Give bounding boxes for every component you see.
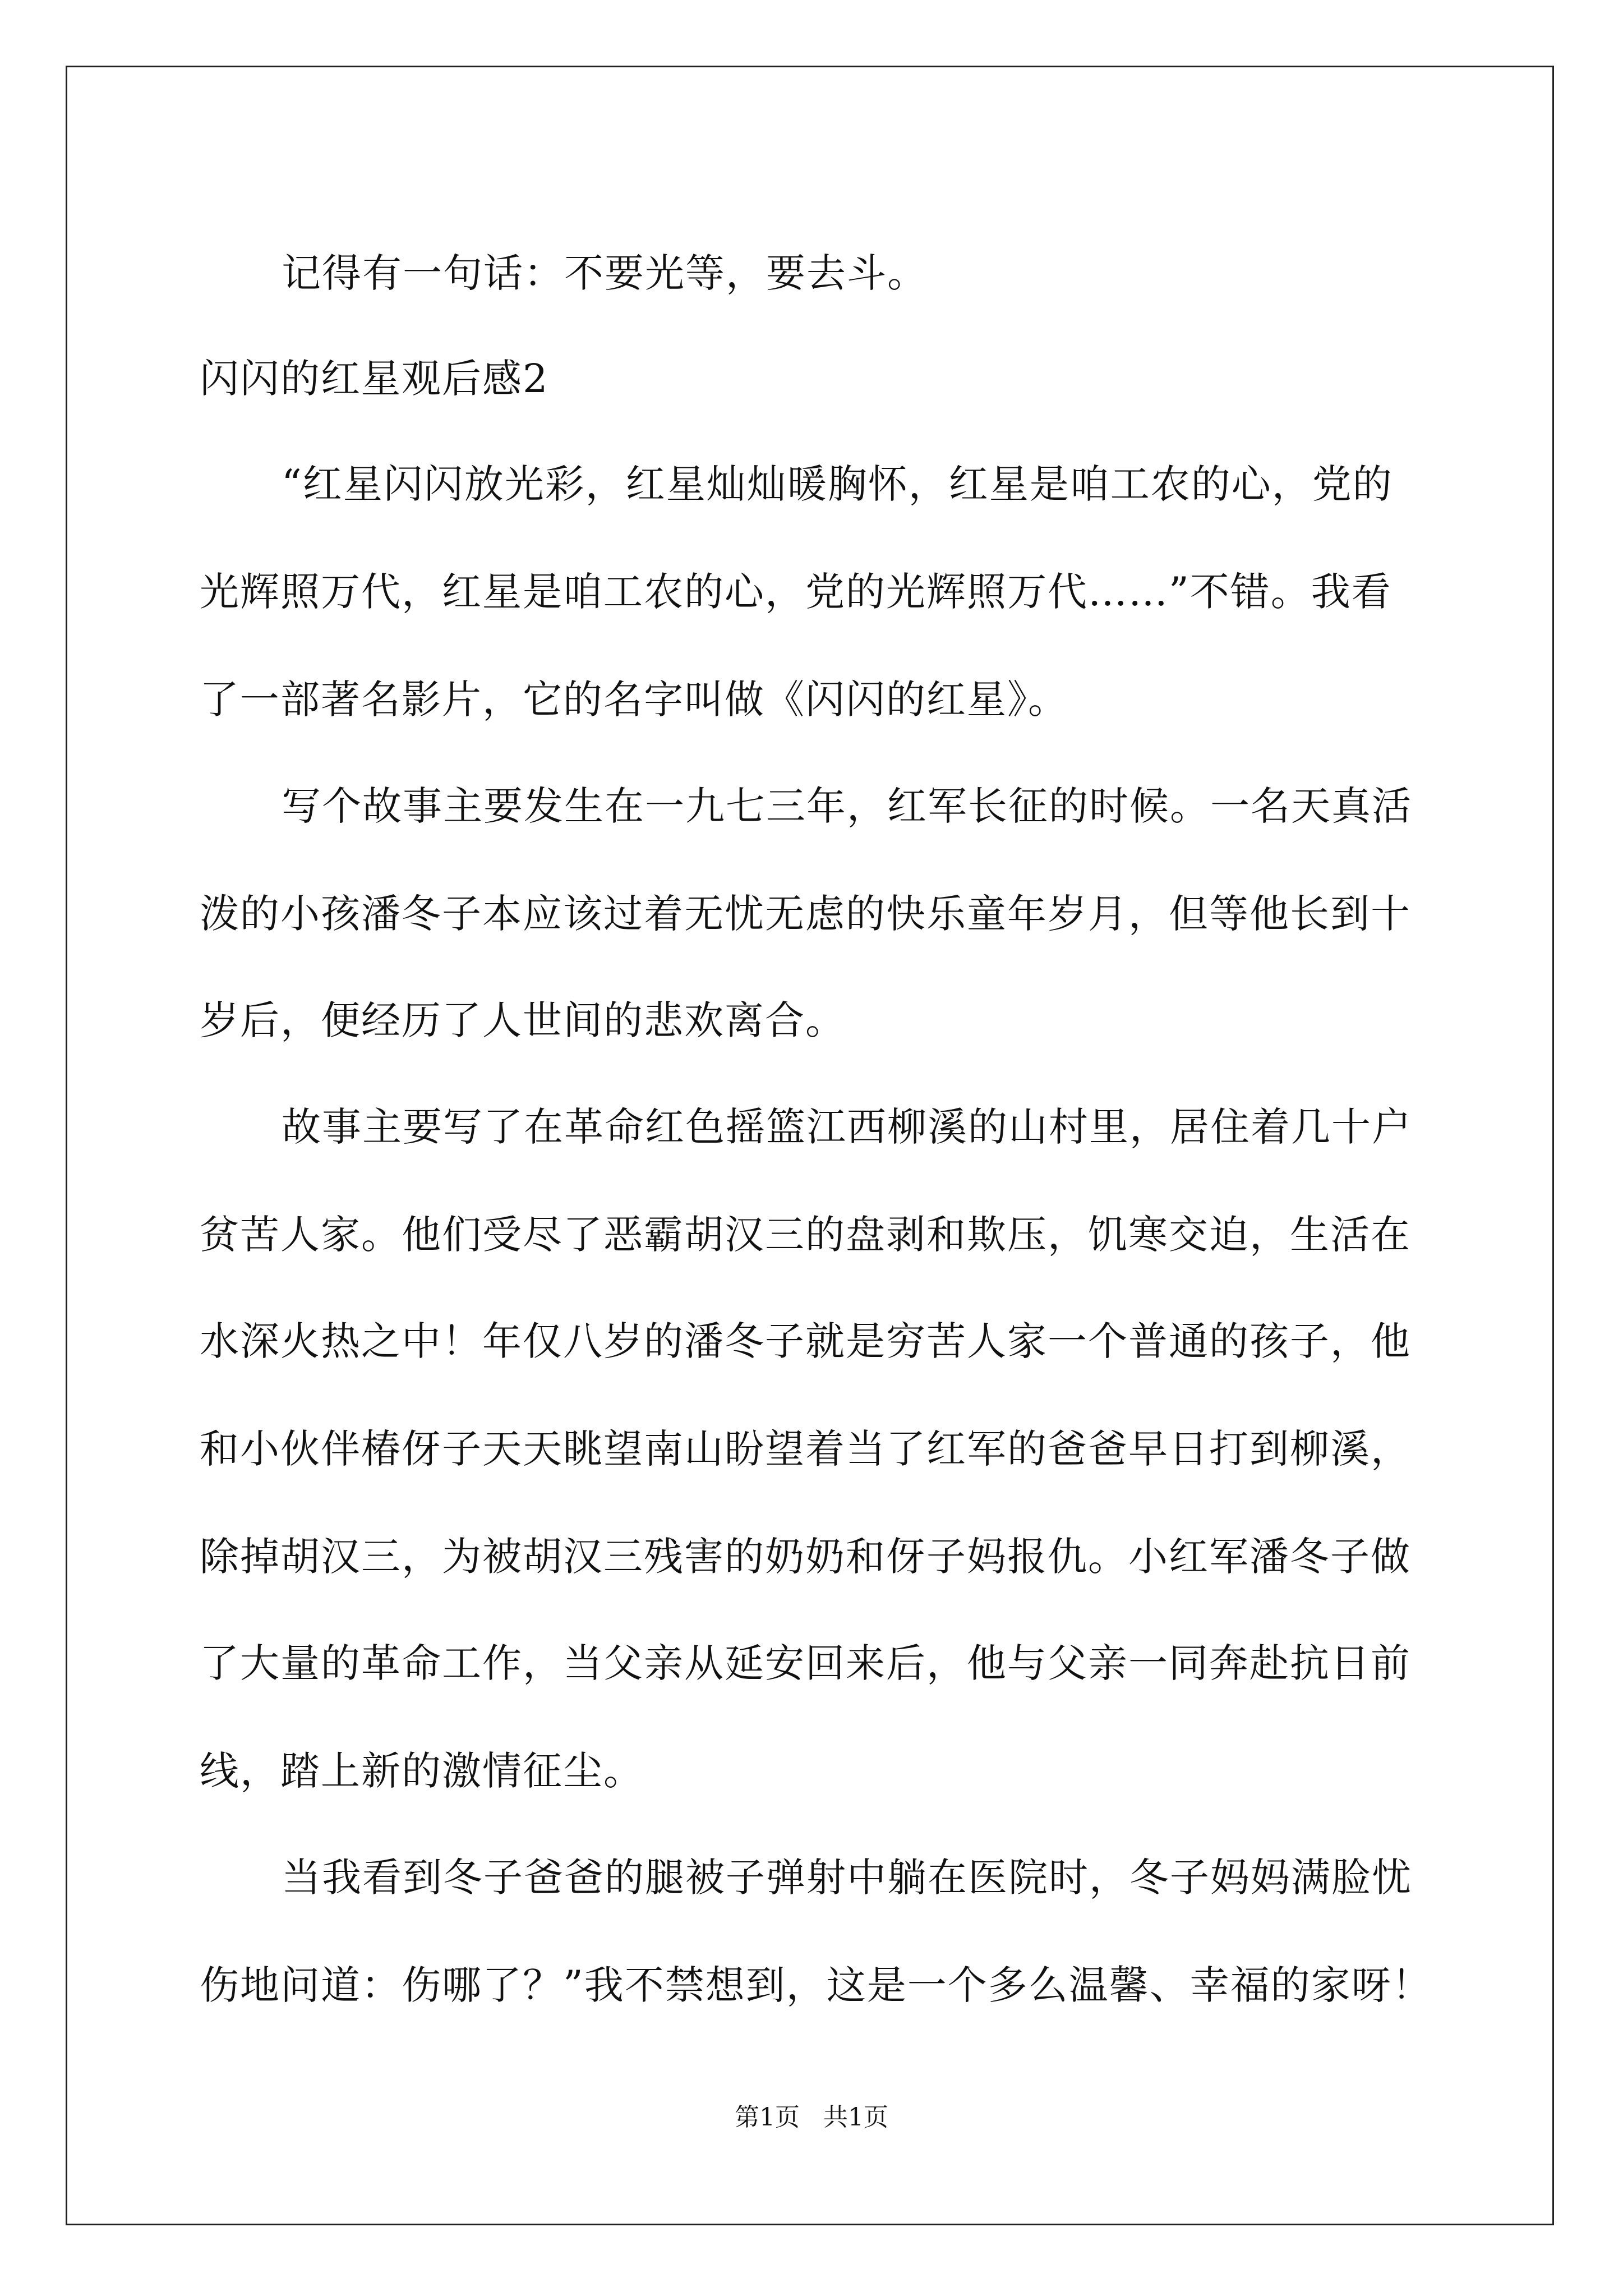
paragraph-4-line-3: 水深火热之中！年仅八岁的潘冬子就是穷苦人家一个普通的孩子，他: [200, 1318, 1411, 1364]
paragraph-4-line-7: 线，踏上新的激情征尘。: [200, 1748, 644, 1794]
paragraph-4-line-4: 和小伙伴椿伢子天天眺望南山盼望着当了红军的爸爸早日打到柳溪，: [200, 1426, 1411, 1472]
section-heading: 闪闪的红星观后感2: [200, 356, 549, 402]
paragraph-5-line-1: 当我看到冬子爸爸的腿被子弹射中躺在医院时，冬子妈妈满脸忧: [282, 1855, 1412, 1901]
paragraph-3-line-1: 写个故事主要发生在一九七三年，红军长征的时候。一名天真活: [282, 783, 1412, 829]
paragraph-4-line-1: 故事主要写了在革命红色摇篮江西柳溪的山村里，居住着几十户: [282, 1104, 1412, 1150]
paragraph-4-line-2: 贫苦人家。他们受尽了恶霸胡汉三的盘剥和欺压，饥寒交迫，生活在: [200, 1212, 1411, 1258]
paragraph-2-line-2: 光辉照万代，红星是咱工农的心，党的光辉照万代……”不错。我看: [200, 569, 1392, 615]
paragraph-1: 记得有一句话：不要光等，要去斗。: [282, 250, 928, 296]
paragraph-2-line-1: “红星闪闪放光彩，红星灿灿暖胸怀，红星是咱工农的心，党的: [282, 461, 1393, 507]
page-number-footer: 第1页 共1页: [735, 2103, 888, 2132]
paragraph-4-line-5: 除掉胡汉三，为被胡汉三残害的奶奶和伢子妈报仇。小红军潘冬子做: [200, 1534, 1411, 1580]
paragraph-3-line-2: 泼的小孩潘冬子本应该过着无忧无虑的快乐童年岁月，但等他长到十: [200, 891, 1411, 937]
paragraph-4-line-6: 了大量的革命工作，当父亲从延安回来后，他与父亲一同奔赴抗日前: [200, 1640, 1411, 1686]
paragraph-2-line-3: 了一部著名影片，它的名字叫做《闪闪的红星》。: [200, 677, 1068, 723]
paragraph-3-line-3: 岁后，便经历了人世间的悲欢离合。: [200, 997, 846, 1043]
paragraph-5-line-2: 伤地问道：伤哪了？”我不禁想到，这是一个多么温馨、幸福的家呀！: [200, 1962, 1432, 2008]
